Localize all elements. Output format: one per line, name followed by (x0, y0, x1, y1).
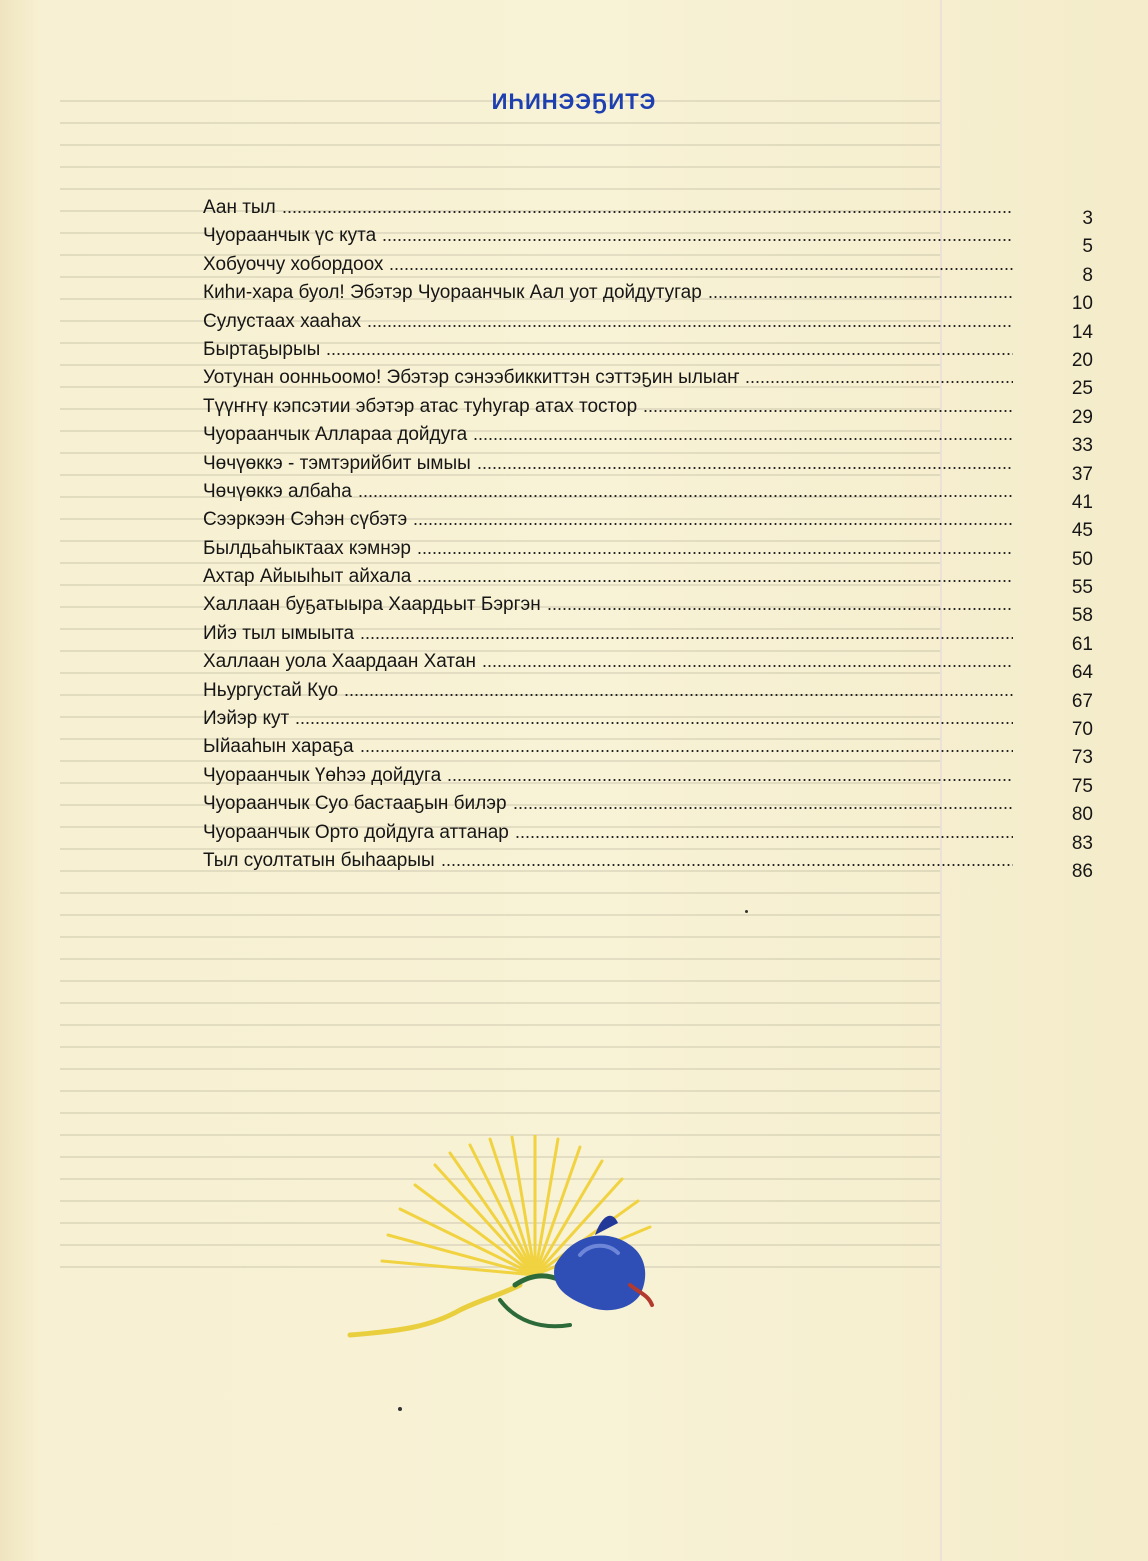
toc-page-number: 61 (1071, 633, 1093, 655)
toc-entry[interactable] (203, 821, 1093, 854)
toc-entry-title: Чөчүөккэ - тэмтэрийбит ымыы (203, 452, 471, 474)
toc-entry[interactable] (203, 849, 1093, 882)
dot-leader (745, 381, 1013, 383)
toc-entry-title: Чуораанчык Үөһээ дойдуга (203, 764, 442, 786)
toc-page-number: 55 (1071, 577, 1093, 599)
toc-entry-title: Халлаан уола Хаардаан Хатан (203, 651, 476, 673)
toc-entry[interactable] (203, 650, 1093, 684)
dot-leader (344, 694, 1013, 696)
toc-entry-title: Тыл суолтатын быһаарыы (203, 849, 435, 871)
dot-leader (360, 637, 1013, 639)
dot-leader (358, 495, 1013, 497)
toc-page-number: 70 (1071, 719, 1093, 741)
dot-leader (360, 750, 1013, 752)
toc-entry-title: Чөчүөккэ албаһа (203, 480, 352, 502)
toc-entry[interactable] (203, 224, 1093, 258)
toc-entry-title: Ийэ тыл ымыыта (203, 622, 355, 644)
toc-page-number: 86 (1071, 860, 1093, 882)
toc-entry[interactable] (203, 366, 1093, 400)
toc-entry-title: Уотунан оонньоомо! Эбэтэр сэнээбиккиттэн сэттэҕин ылыаҥ (203, 367, 740, 389)
toc-page-number: 14 (1071, 321, 1093, 343)
toc-entry[interactable] (203, 480, 1093, 513)
toc-page-number: 5 (1082, 236, 1093, 258)
dot-leader (482, 665, 1013, 667)
toc-entry[interactable] (203, 310, 1093, 343)
dot-leader (367, 325, 1013, 327)
toc-page-number: 37 (1071, 463, 1093, 485)
toc-entry-title: Халлаан буҕатыыра Хаардьыт Бэргэн (203, 594, 541, 616)
toc-entry[interactable] (203, 593, 1093, 627)
toc-entry[interactable] (203, 281, 1093, 315)
toc-entry[interactable] (203, 764, 1093, 797)
toc-page-number: 58 (1071, 605, 1093, 627)
toc-page-number: 50 (1071, 548, 1093, 570)
toc-entry-title: Ыйааһын хараҕа (203, 736, 354, 758)
toc-entry[interactable] (203, 395, 1093, 428)
toc-entry-title: Сээркээн Сэһэн сүбэтэ (203, 509, 408, 531)
toc-entry-title: Быртаҕырыы (203, 338, 321, 360)
dot-leader (515, 836, 1013, 838)
dot-leader (447, 779, 1013, 781)
toc-entry[interactable] (203, 735, 1093, 769)
dot-leader (513, 807, 1013, 809)
toc-page-number: 75 (1071, 775, 1093, 797)
toc-page-number: 8 (1082, 264, 1093, 286)
toc-page-number: 33 (1071, 435, 1093, 457)
toc-page-number: 83 (1071, 832, 1093, 854)
toc-entry[interactable] (203, 679, 1093, 712)
toc-entry-title: Түүҥҥү кэпсэтии эбэтэр атас туһугар атах тостор (203, 395, 638, 417)
toc-entry-title: Иэйэр кут (203, 708, 290, 730)
dot-leader (382, 239, 1013, 241)
toc-entry[interactable] (203, 338, 1093, 371)
bluebell-flower-icon (340, 1135, 680, 1355)
dot-leader (441, 864, 1013, 866)
toc-page-number: 67 (1071, 690, 1093, 712)
page-title: ИҺИНЭЭҔИТЭ (491, 88, 657, 114)
toc-entry-title: Чуораанчык Суо бастааҕын билэр (203, 793, 507, 815)
table-of-contents (203, 196, 1093, 882)
toc-entry[interactable] (203, 452, 1093, 485)
toc-page-number: 25 (1071, 378, 1093, 400)
dot-leader (389, 268, 1013, 270)
toc-page-number: 45 (1071, 520, 1093, 542)
toc-entry[interactable] (203, 423, 1093, 457)
toc-page-number: 80 (1071, 804, 1093, 826)
toc-entry-title: Чуораанчык Орто дойдуга аттанар (203, 821, 509, 843)
dot-leader (417, 552, 1013, 554)
dot-leader (643, 410, 1013, 412)
toc-entry-title: Ньургустай Куо (203, 679, 339, 701)
toc-page-number: 73 (1071, 747, 1093, 769)
toc-entry[interactable] (203, 792, 1093, 826)
print-speck (398, 1407, 402, 1411)
toc-page-number: 64 (1071, 662, 1093, 684)
toc-entry-title: Киһи-хара буол! Эбэтэр Чуораанчык Аал уот дойдутугар (203, 282, 702, 304)
toc-entry[interactable] (203, 565, 1093, 599)
toc-page-number: 20 (1071, 349, 1093, 371)
dot-leader (326, 353, 1013, 355)
toc-entry[interactable] (203, 196, 1093, 229)
toc-entry-title: Хобуоччу хобордоох (203, 253, 384, 275)
dot-leader (295, 722, 1013, 724)
toc-page-number: 29 (1071, 406, 1093, 428)
toc-entry[interactable] (203, 253, 1093, 286)
toc-page-number: 3 (1082, 208, 1093, 229)
toc-entry[interactable] (203, 537, 1093, 570)
print-speck (745, 910, 748, 913)
dot-leader (413, 523, 1013, 525)
toc-entry[interactable] (203, 707, 1093, 741)
toc-entry-title: Аан тыл (203, 197, 276, 218)
toc-page-number: 41 (1071, 491, 1093, 513)
toc-entry-title: Сулустаах хааһах (203, 310, 362, 332)
dot-leader (477, 467, 1013, 469)
toc-entry-title: Чуораанчык Алларaa дойдуга (203, 424, 468, 446)
toc-entry[interactable] (203, 508, 1093, 542)
dot-leader (473, 438, 1013, 440)
toc-entry-title: Чуораанчык үс кута (203, 225, 377, 247)
dot-leader (282, 211, 1013, 213)
dot-leader (547, 608, 1013, 610)
toc-entry[interactable] (203, 622, 1093, 655)
toc-entry-title: Ахтар Айыыһыт айхала (203, 566, 412, 588)
dot-leader (708, 296, 1013, 298)
dot-leader (417, 580, 1013, 582)
toc-entry-title: Былдьаһыктаах кэмнэр (203, 537, 411, 559)
toc-page-number: 10 (1071, 293, 1093, 315)
